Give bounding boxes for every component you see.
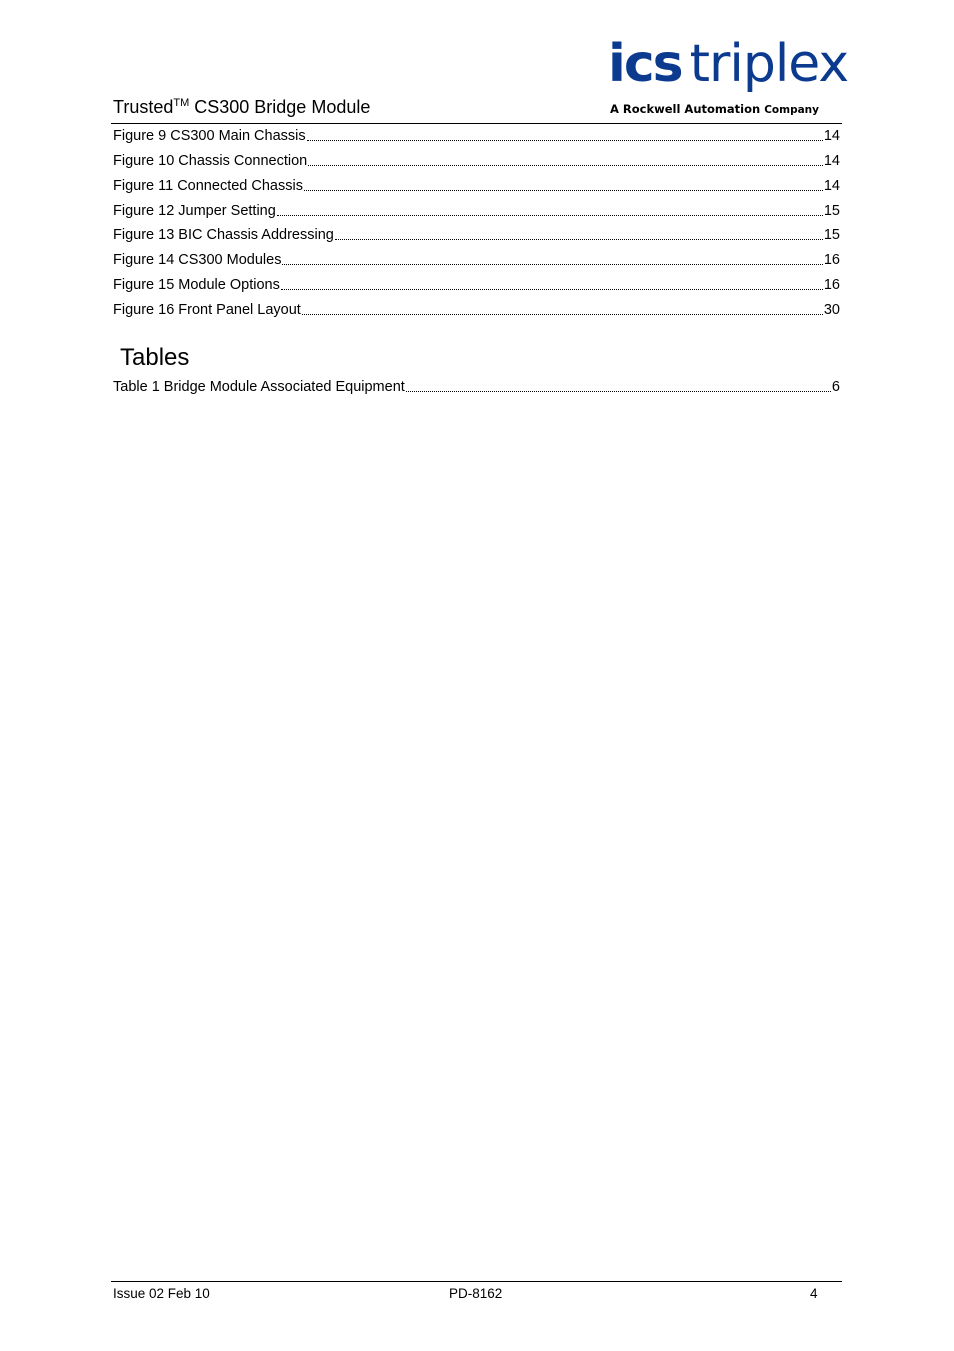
logo-tagline xyxy=(610,102,819,116)
toc-entry-page: 15 xyxy=(823,203,840,219)
toc-entry-figure[interactable] xyxy=(113,250,840,270)
toc-entry-label: Figure 16 Front Panel Layout xyxy=(113,302,301,318)
toc-leader-dots xyxy=(406,391,831,392)
toc-entry-page: 16 xyxy=(823,277,840,293)
toc-entry-page: 14 xyxy=(823,178,840,194)
document-title xyxy=(113,96,370,118)
toc-entry-label: Figure 10 Chassis Connection xyxy=(113,153,308,169)
tables-heading: Tables xyxy=(120,344,190,371)
toc-entry-figure[interactable] xyxy=(113,275,840,295)
toc-entry-label: Figure 12 Jumper Setting xyxy=(113,203,276,219)
logo-brand-bold: ics xyxy=(608,34,682,94)
toc-entry-label: Figure 9 CS300 Main Chassis xyxy=(113,128,306,144)
footer-divider xyxy=(111,1281,842,1282)
header-divider xyxy=(111,123,842,124)
toc-entry-figure[interactable] xyxy=(113,201,840,221)
trademark-superscript: TM xyxy=(173,97,190,109)
toc-leader-dots xyxy=(281,289,823,290)
toc-entry-label: Table 1 Bridge Module Associated Equipment xyxy=(113,379,405,395)
logo-tagline-company: Company xyxy=(764,104,820,116)
toc-leader-dots xyxy=(308,165,823,166)
toc-entry-page: 14 xyxy=(823,128,840,144)
toc-leader-dots xyxy=(307,140,823,141)
toc-leader-dots xyxy=(302,314,823,315)
toc-entry-page: 16 xyxy=(823,252,840,268)
toc-entry-figure[interactable] xyxy=(113,300,840,320)
toc-entry-figure[interactable] xyxy=(113,225,840,245)
toc-entry-page: 6 xyxy=(831,379,840,395)
toc-leader-dots xyxy=(277,215,823,216)
toc-entry-table[interactable] xyxy=(113,377,840,397)
toc-entry-figure[interactable] xyxy=(113,126,840,146)
toc-entry-label: Figure 11 Connected Chassis xyxy=(113,178,303,194)
logo-brand-light: triplex xyxy=(689,34,849,94)
toc-entry-label: Figure 14 CS300 Modules xyxy=(113,252,282,268)
title-prefix: Trusted xyxy=(113,97,174,117)
toc-leader-dots xyxy=(282,264,822,265)
footer-page-number: 4 xyxy=(810,1286,818,1301)
footer-doc-number: PD-8162 xyxy=(449,1286,503,1301)
toc-entry-figure[interactable] xyxy=(113,176,840,196)
toc-entry-label: Figure 15 Module Options xyxy=(113,277,280,293)
toc-leader-dots xyxy=(304,190,823,191)
toc-entry-label: Figure 13 BIC Chassis Addressing xyxy=(113,227,334,243)
logo-tagline-main: A Rockwell Automation xyxy=(610,102,761,116)
toc-entry-figure[interactable] xyxy=(113,151,840,171)
logo-wordmark xyxy=(608,34,848,94)
toc-leader-dots xyxy=(335,239,823,240)
ics-triplex-logo xyxy=(604,34,849,120)
title-suffix: CS300 Bridge Module xyxy=(189,97,371,117)
toc-entry-page: 30 xyxy=(823,302,840,318)
footer-issue: Issue 02 Feb 10 xyxy=(113,1286,210,1301)
toc-entry-page: 14 xyxy=(823,153,840,169)
toc-entry-page: 15 xyxy=(823,227,840,243)
